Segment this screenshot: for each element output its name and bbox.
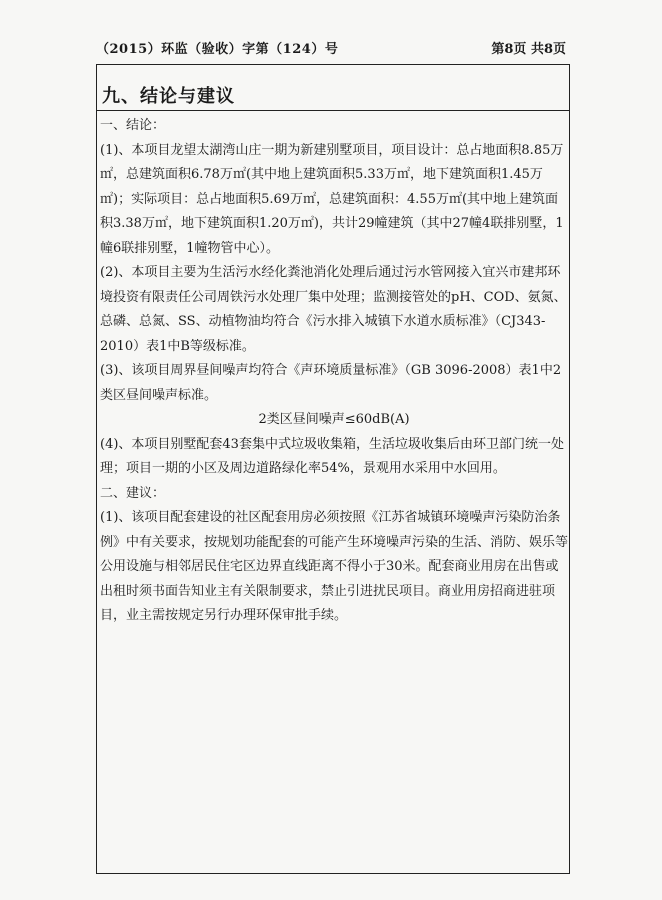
- conclusion-item-3: (3)、该项目周界昼间噪声均符合《声环境质量标准》（GB 3096-2008）表1中2类区昼间噪声标准。: [100, 363, 562, 403]
- document-body: [100, 114, 568, 629]
- document-number: （2015）环监（验收）字第（124）号: [96, 41, 339, 57]
- conclusion-heading: 一、结论：: [100, 118, 166, 133]
- title-divider: [96, 110, 570, 111]
- suggestion-item-1: (1)、该项目配套建设的社区配套用房必须按照《江苏省城镇环境噪声污染防治条例》中有关要求，按规划功能配套的可能产生环境噪声污染的生活、消防、娱乐等公用设施与相邻居民住宅区边界直线距离不得小于30米。配套商业用房在出售或出租时须书面告知业主有关限制要求，禁止引进扰民项目。商业用房招商进驻项目，业主需按规定另行办理环保审批手续。: [100, 510, 569, 623]
- page-header: [96, 36, 566, 58]
- noise-standard-formula: 2类区昼间噪声≤60dB(A): [258, 412, 410, 427]
- suggestion-heading: 二、建议：: [100, 485, 166, 501]
- section-title: 九、结论与建议: [102, 86, 235, 107]
- conclusion-item-4: (4)、本项目别墅配套43套集中式垃圾收集箱，生活垃圾收集后由环卫部门统一处理；项目一期的小区及周边道路绿化率54%，景观用水采用中水回用。: [100, 436, 564, 476]
- conclusion-item-1: (1)、本项目龙望太湖湾山庄一期为新建别墅项目，项目设计：总占地面积8.85万㎡，总建筑面积6.78万㎡(其中地上建筑面积5.33万㎡，地下建筑面积1.45万㎡)；实际项目：总占地面积5.69万㎡，总建筑面积：4.55万㎡(其中地上建筑面积3.38万㎡，地下建筑面积1.20万㎡)，共计29幢建筑（其中27幢4联排别墅，1幢6联排别墅，1幢物管中心）。: [100, 142, 564, 256]
- conclusion-item-2: (2)、本项目主要为生活污水经化粪池消化处理后通过污水管网接入宜兴市建邦环境投资有限责任公司周铁污水处理厂集中处理；监测接管处的pH、COD、氨氮、总磷、总氮、SS、动植物油均符合《污水排入城镇下水道水质标准》（CJ343-2010）表1中B等级标准。: [100, 265, 567, 354]
- page-info: 第8页 共8页: [491, 41, 566, 57]
